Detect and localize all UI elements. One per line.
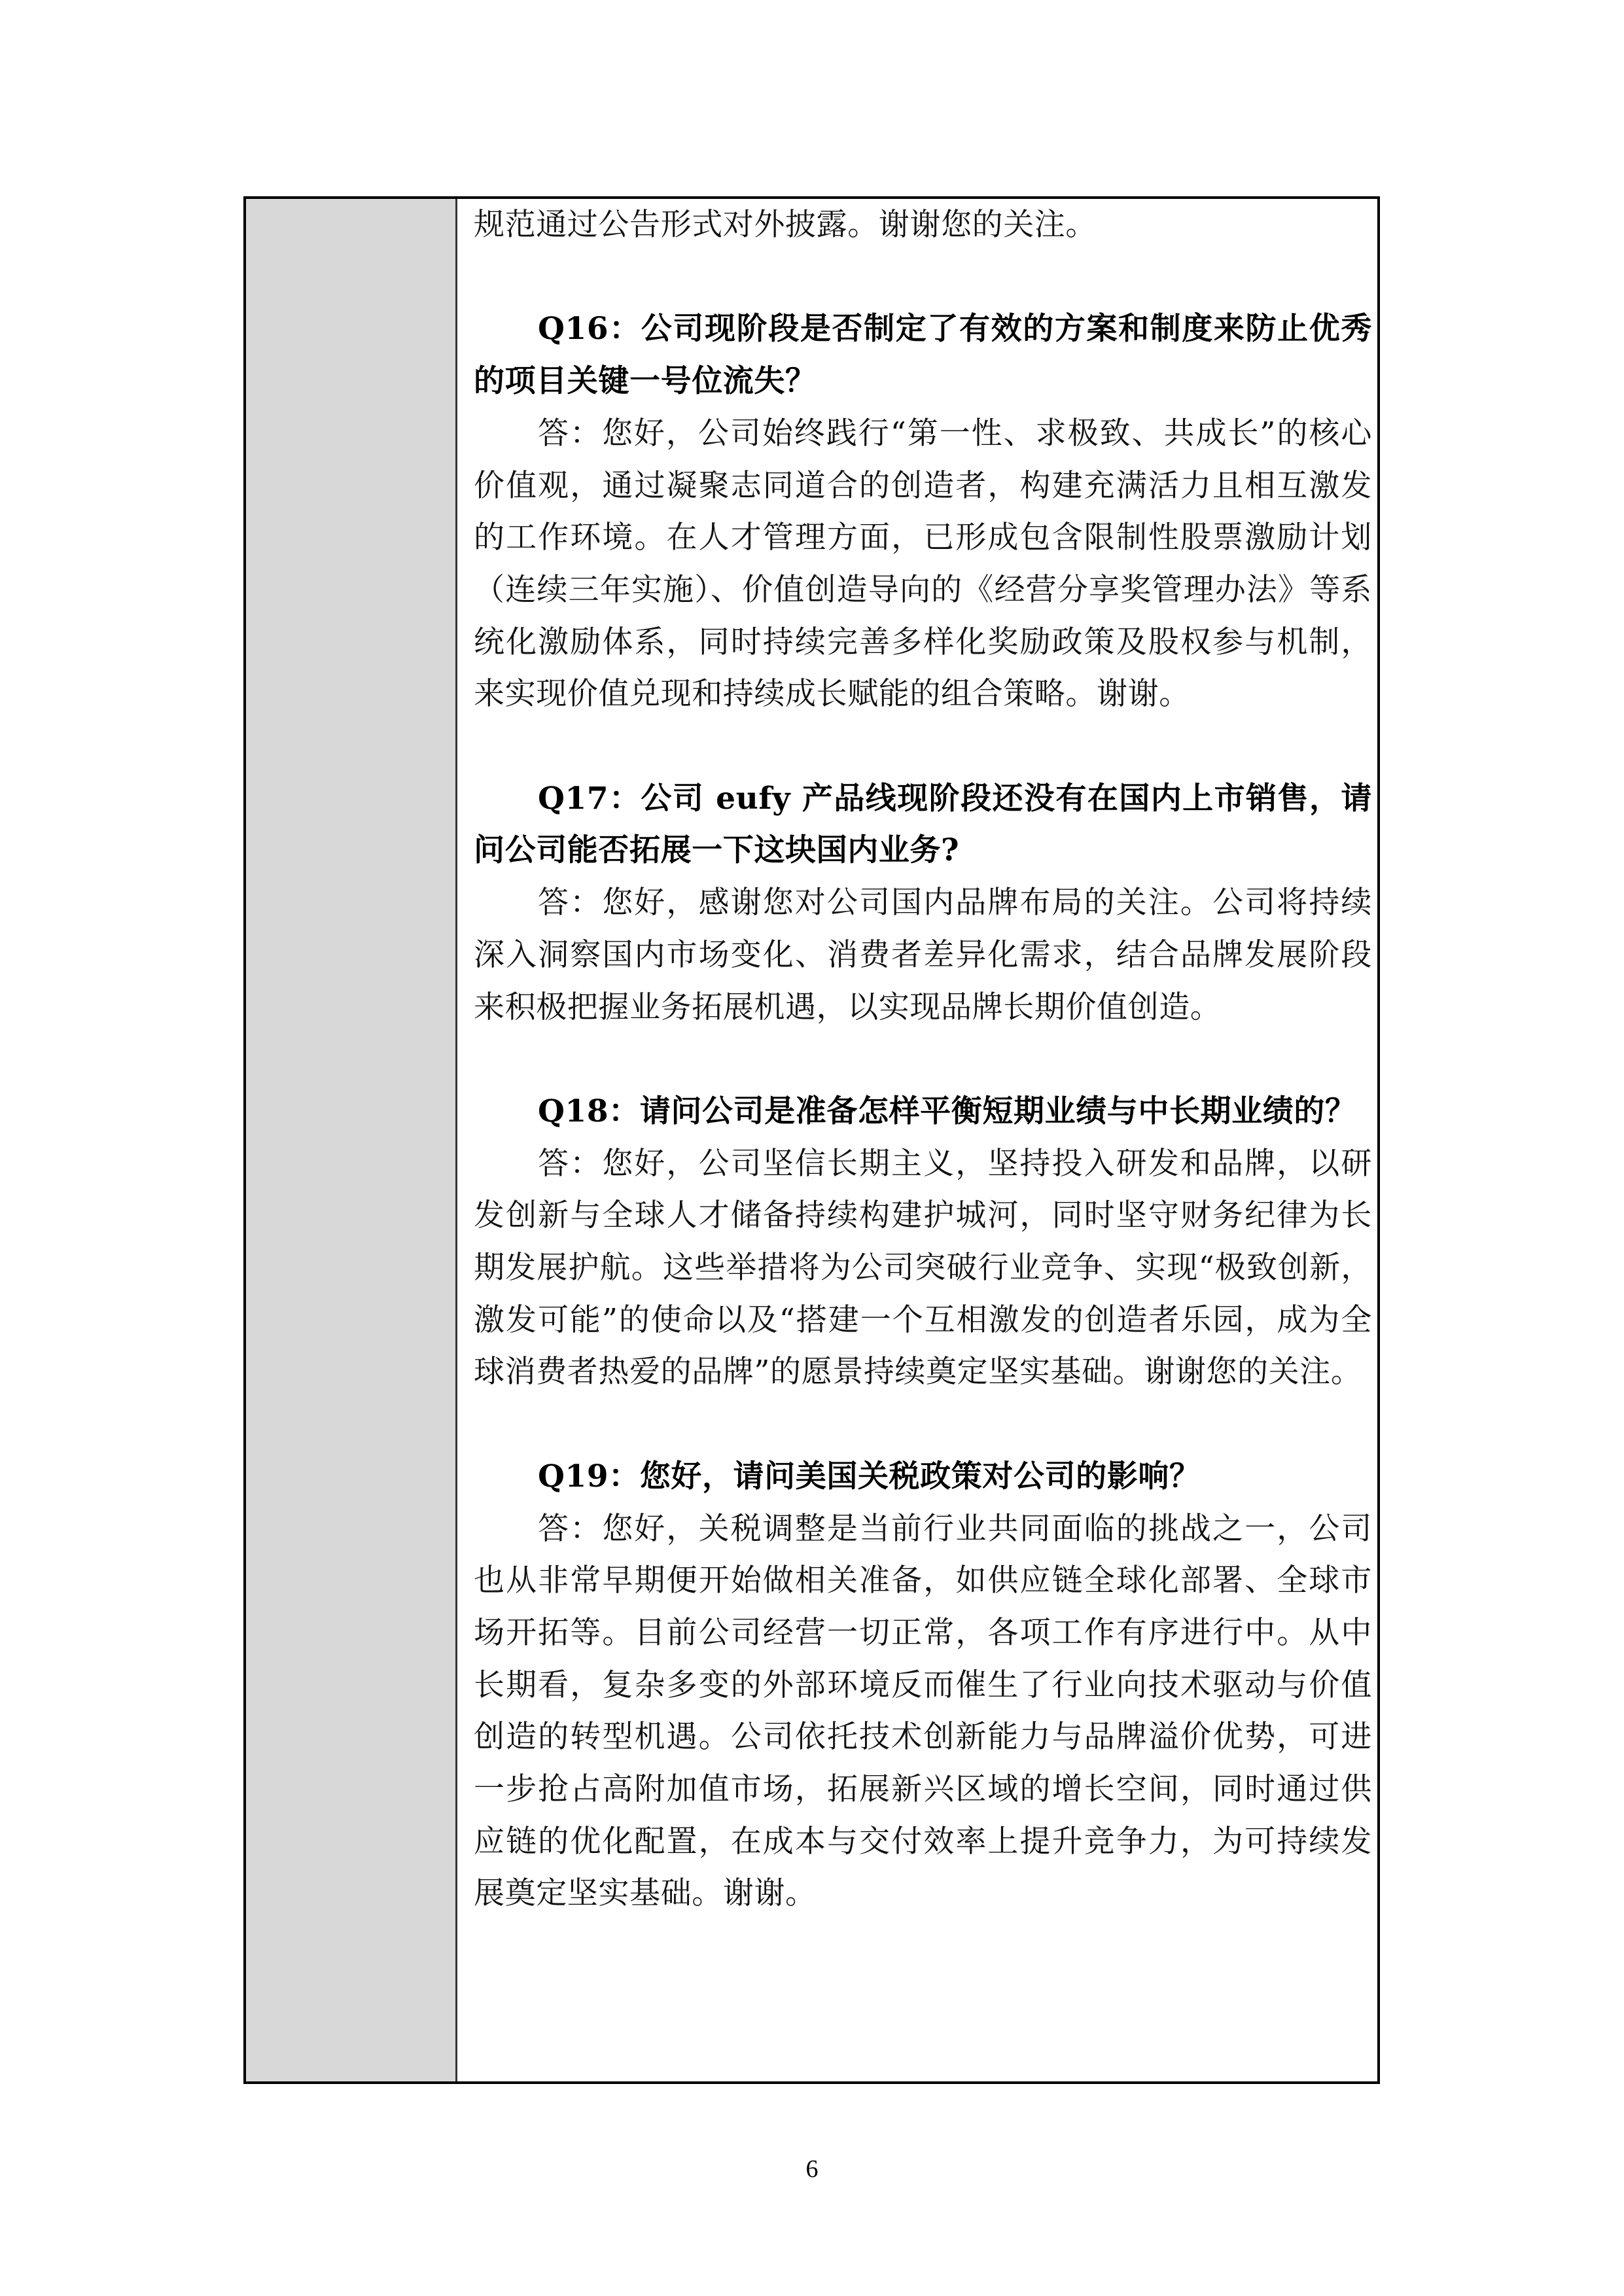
qa-content <box>474 199 1372 1920</box>
continuation-text: 规范通过公告形式对外披露。谢谢您的关注。 <box>474 207 1097 243</box>
answer-q17: 答：您好，感谢您对公司国内品牌布局的关注。公司将持续深入洞察国内市场变化、消费者差异化需求，结合品牌发展阶段来积极把握业务拓展机遇，以实现品牌长期价值创造。 <box>474 885 1372 1025</box>
spacer <box>474 1398 1372 1451</box>
page-number: 6 <box>805 2155 819 2183</box>
question-q18: Q18：请问公司是准备怎样平衡短期业绩与中长期业绩的？ <box>538 1093 1356 1129</box>
question-q16: Q16：公司现阶段是否制定了有效的方案和制度来防止优秀的项目关键一号位流失？ <box>474 311 1372 400</box>
qa-table <box>243 196 1380 2084</box>
answer-q19: 答：您好，关税调整是当前行业共同面临的挑战之一，公司也从非常早期便开始做相关准备，如供应链全球化部署、全球市场开拓等。目前公司经营一切正常，各项工作有序进行中。从中长期看，复杂多变的外部环境反而催生了行业向技术驱动与价值创造的转型机遇。公司依托技术创新能力与品牌溢价优势，可进一步抢占高附加值市场，拓展新兴区域的增长空间，同时通过供应链的优化配置，在成本与交付效率上提升竞争力，为可持续发展奠定坚实基础。谢谢。 <box>474 1510 1372 1912</box>
spacer <box>474 1033 1372 1086</box>
question-q17: Q17：公司 eufy 产品线现阶段还没有在国内上市销售，请问公司能否拓展一下这块国内业务? <box>474 780 1372 869</box>
spacer <box>474 251 1372 304</box>
answer-q16: 答：您好，公司始终践行“第一性、求极致、共成长”的核心价值观，通过凝聚志同道合的创造者，构建充满活力且相互激发的工作环境。在人才管理方面，已形成包含限制性股票激励计划（连续三年实施）、价值创造导向的《经营分享奖管理办法》等系统化激励体系，同时持续完善多样化奖励政策及股权参与机制，来实现价值兑现和持续成长赋能的组合策略。谢谢。 <box>474 415 1372 713</box>
answer-q18: 答：您好，公司坚信长期主义，坚持投入研发和品牌，以研发创新与全球人才储备持续构建护城河，同时坚守财务纪律为长期发展护航。这些举措将为公司突破行业竞争、实现“极致创新，激发可能”的使命以及“搭建一个互相激发的创造者乐园，成为全球消费者热爱的品牌”的愿景持续奠定坚实基础。谢谢您的关注。 <box>474 1145 1372 1390</box>
table-content-cell <box>457 199 1377 2081</box>
spacer <box>474 720 1372 773</box>
table-label-cell <box>246 199 457 2081</box>
question-q19: Q19：您好，请问美国关税政策对公司的影响？ <box>538 1458 1201 1494</box>
